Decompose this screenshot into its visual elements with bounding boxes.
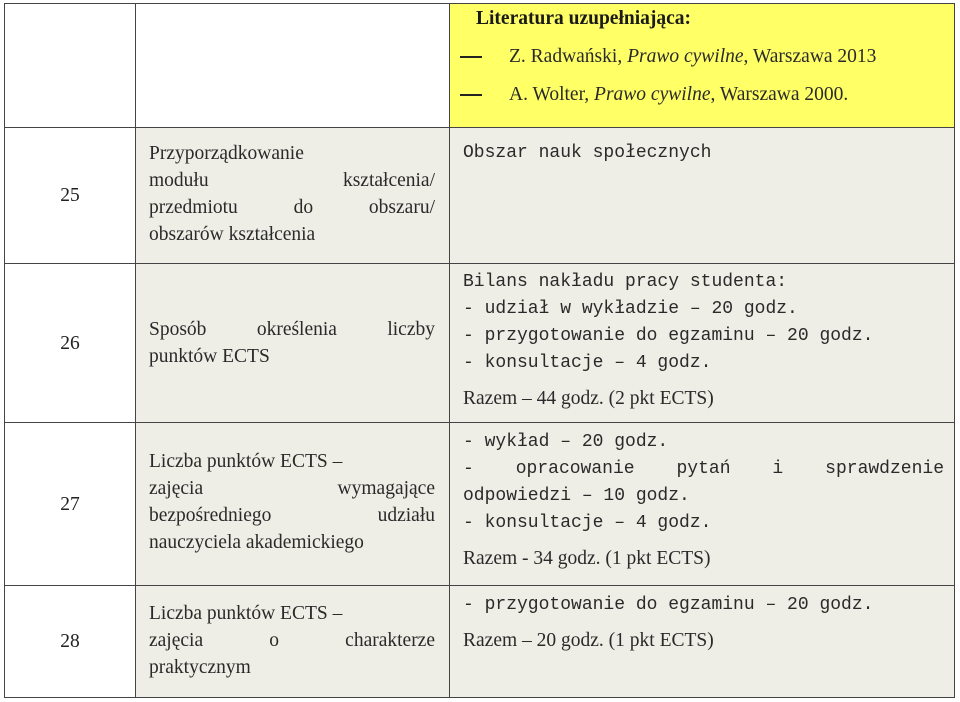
empty-number-cell	[5, 4, 136, 128]
label-line: zajęcia o charakterze	[149, 630, 435, 651]
literature-rest: , Warszawa 2013	[743, 46, 877, 67]
literature-rest: , Warszawa 2000.	[710, 84, 849, 105]
content-line: - opracowanie pytań i sprawdzenie	[463, 459, 944, 479]
ects-table	[4, 3, 955, 698]
label-line: Liczba punktów ECTS –	[149, 451, 343, 472]
content-line: Bilans nakładu pracy studenta:	[463, 272, 788, 292]
literature-title: Prawo cywilne	[627, 46, 744, 67]
dash-bullet	[460, 56, 482, 58]
literature-row	[5, 4, 955, 128]
content-line: - wykład – 20 godz.	[463, 432, 669, 452]
table-row-28	[5, 586, 955, 698]
content-line: - konsultacje – 4 godz.	[463, 513, 712, 533]
row-label	[136, 423, 450, 586]
label-line: Sposób określenia liczby	[149, 319, 435, 340]
content-line: - przygotowanie do egzaminu – 20 godz.	[463, 326, 874, 346]
label-line: nauczyciela akademickiego	[149, 532, 364, 553]
total-line: Razem – 20 godz. (1 pkt ECTS)	[463, 630, 714, 651]
label-line: Liczba punktów ECTS –	[149, 603, 343, 624]
content-line: - udział w wykładzie – 20 godz.	[463, 299, 798, 319]
literature-title: Prawo cywilne	[594, 84, 711, 105]
content-line: odpowiedzi – 10 godz.	[463, 486, 690, 506]
row-label	[136, 586, 450, 698]
row-content	[450, 586, 955, 698]
row-content	[450, 423, 955, 586]
label-line: bezpośredniego udziału	[149, 505, 435, 526]
total-line: Razem – 44 godz. (2 pkt ECTS)	[463, 388, 714, 409]
label-line: obszarów kształcenia	[149, 224, 316, 245]
row-content	[450, 128, 955, 264]
literature-author: Z. Radwański,	[509, 46, 623, 67]
table-row-26	[5, 264, 955, 423]
label-line: modułu kształcenia/	[149, 170, 435, 191]
label-line: Przyporządkowanie	[149, 143, 304, 164]
table-row-27	[5, 423, 955, 586]
row-number: 28	[5, 586, 136, 698]
label-line: zajęcia wymagające	[149, 478, 435, 499]
content-line: Obszar nauk społecznych	[463, 143, 712, 163]
total-line: Razem - 34 godz. (1 pkt ECTS)	[463, 548, 711, 569]
row-number: 26	[5, 264, 136, 423]
row-label	[136, 128, 450, 264]
label-line: punktów ECTS	[149, 346, 270, 367]
empty-label-cell	[136, 4, 450, 128]
content-line: - konsultacje – 4 godz.	[463, 353, 712, 373]
table-row-25	[5, 128, 955, 264]
literature-item	[450, 81, 954, 108]
literature-heading: Literatura uzupełniająca:	[476, 8, 692, 29]
label-line: przedmiotu do obszaru/	[149, 197, 435, 218]
literature-author: A. Wolter,	[509, 84, 590, 105]
literature-cell	[450, 4, 955, 128]
row-number: 27	[5, 423, 136, 586]
literature-item	[450, 43, 954, 70]
row-number: 25	[5, 128, 136, 264]
row-content	[450, 264, 955, 423]
label-line: praktycznym	[149, 657, 251, 678]
row-label	[136, 264, 450, 423]
dash-bullet	[460, 94, 482, 96]
content-line: - przygotowanie do egzaminu – 20 godz.	[463, 595, 874, 615]
